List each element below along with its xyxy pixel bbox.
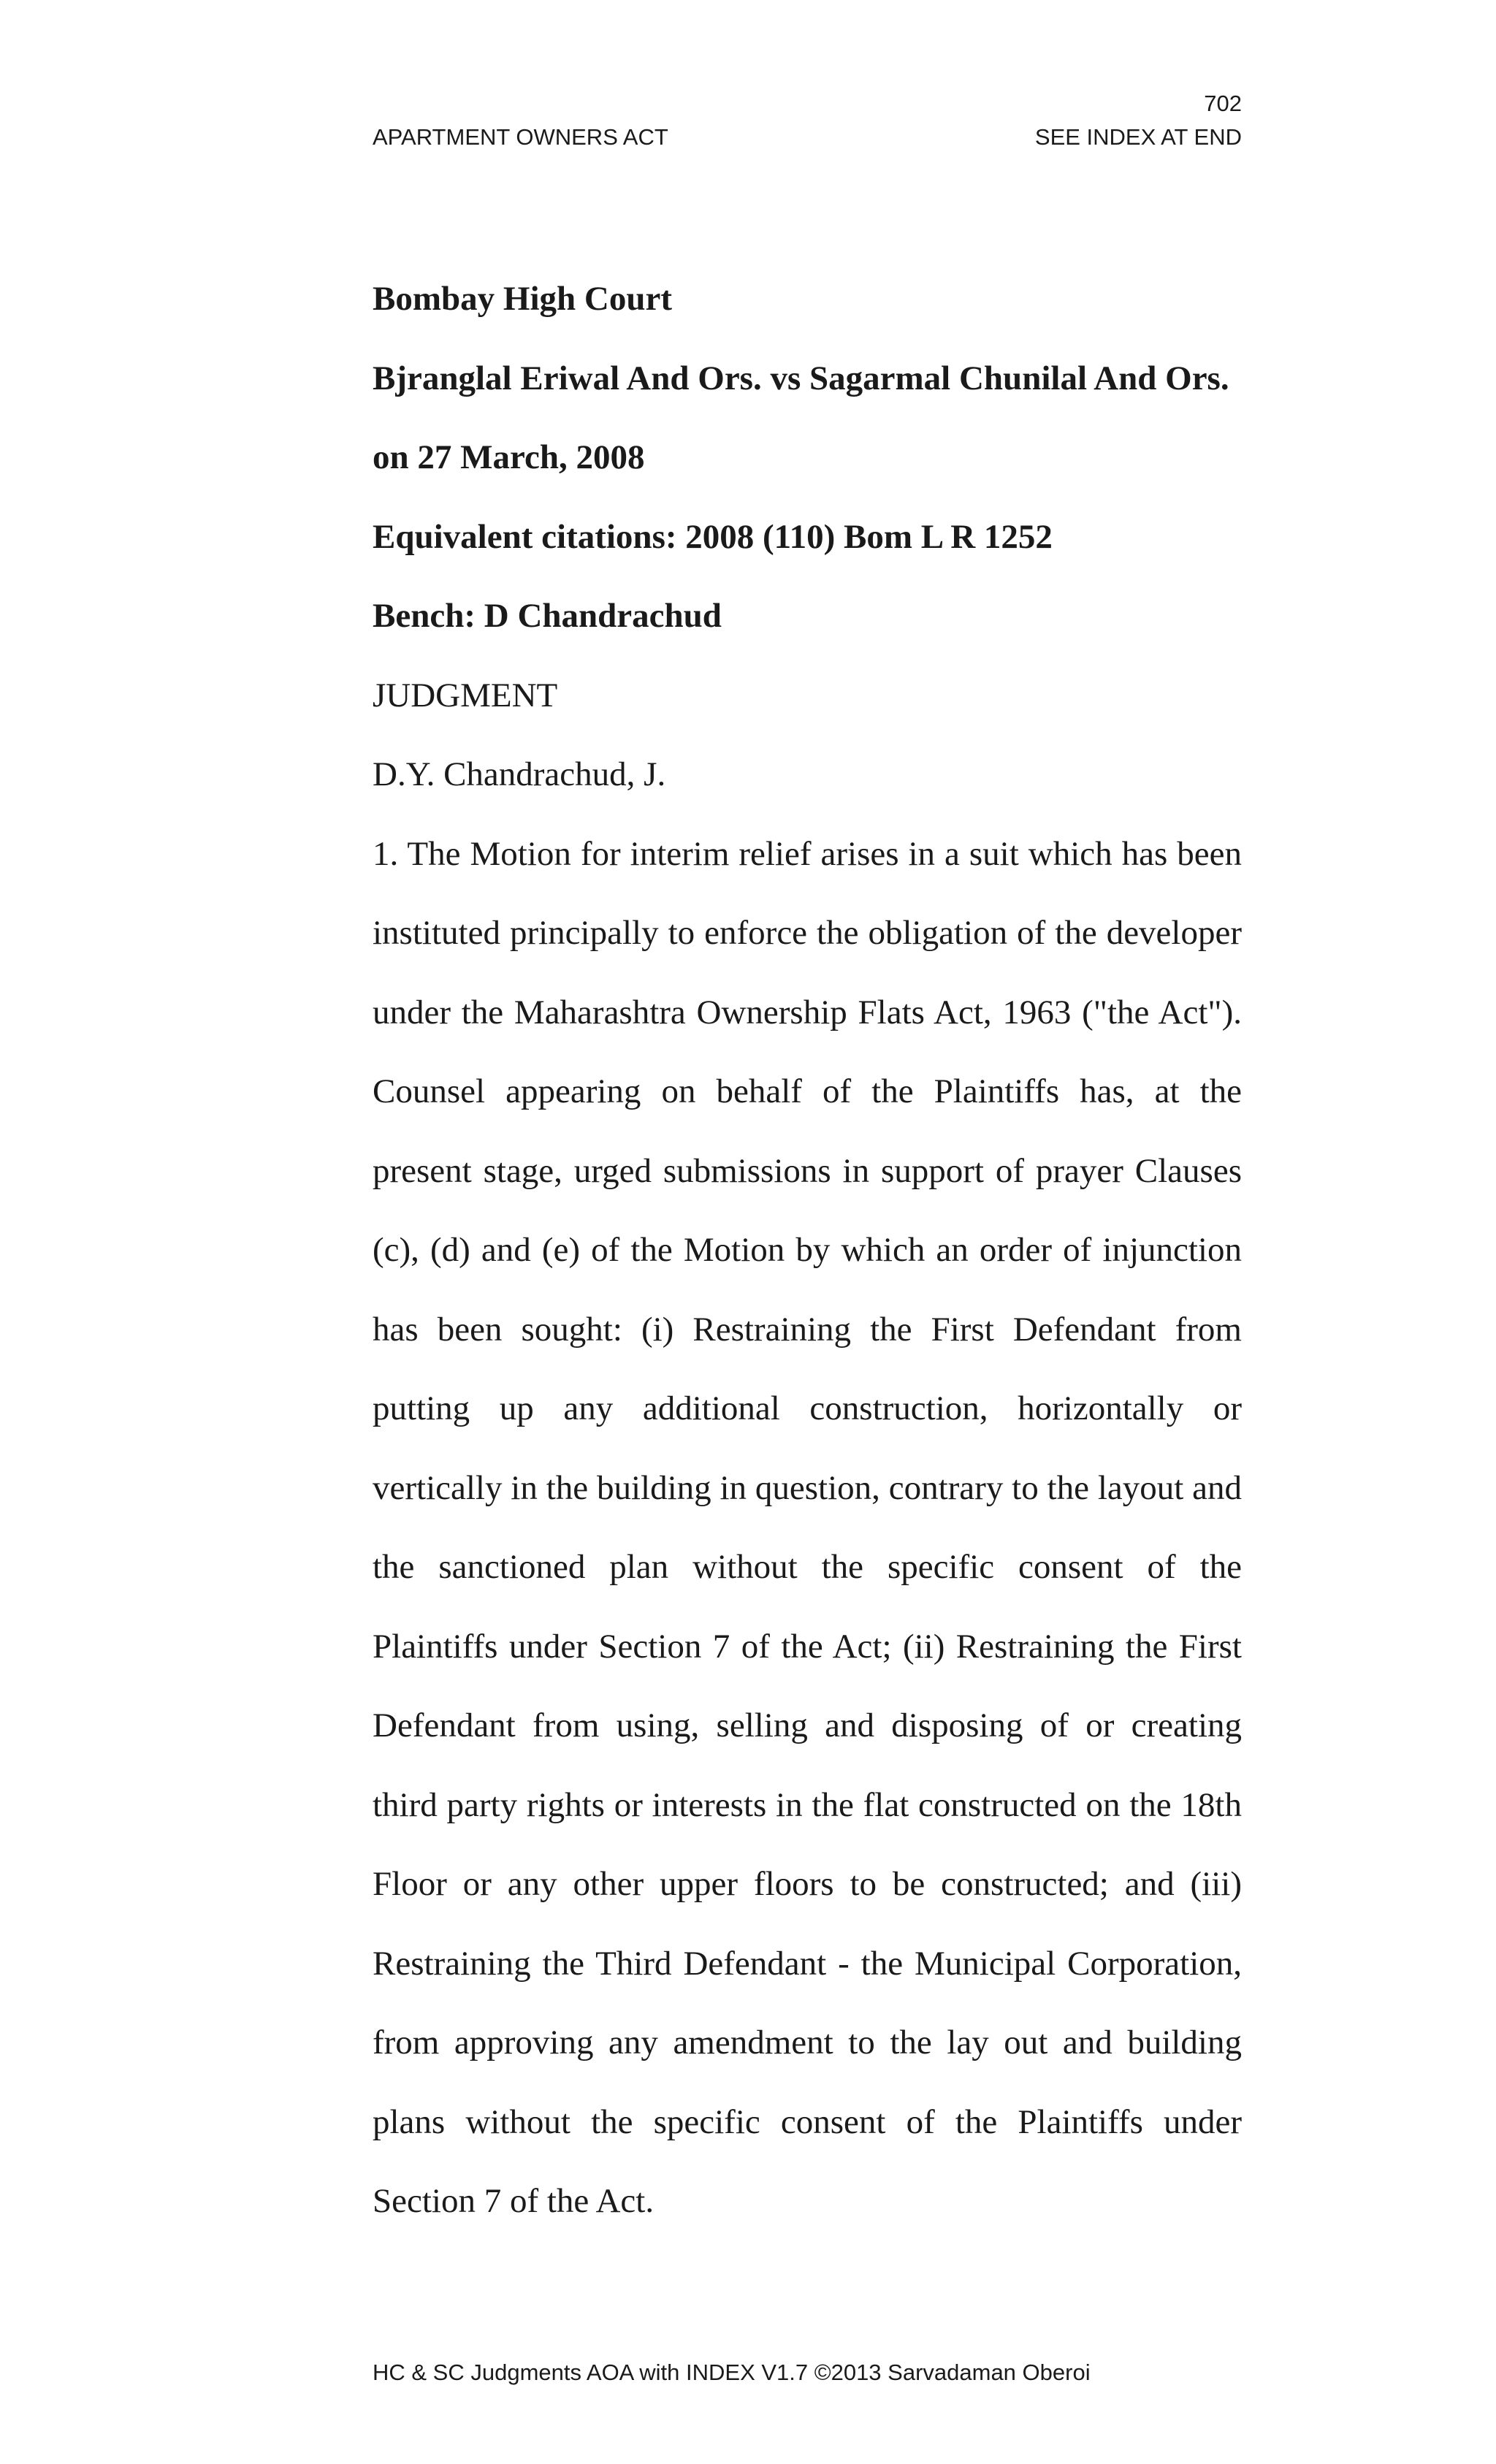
page-number: 702 <box>1204 91 1242 116</box>
footer: HC & SC Judgments AOA with INDEX V1.7 ©2013 Sarvadaman Oberoi <box>373 2360 1091 2385</box>
header-index-note: SEE INDEX AT END <box>1034 124 1242 150</box>
bench: Bench: D Chandrachud <box>373 597 722 635</box>
document-body <box>373 259 1242 2241</box>
running-header <box>373 123 1242 152</box>
header-title: APARTMENT OWNERS ACT <box>373 124 668 150</box>
judgment-date: on 27 March, 2008 <box>373 438 645 476</box>
judge-name: D.Y. Chandrachud, J. <box>373 755 666 793</box>
judgment-heading: JUDGMENT <box>373 676 558 714</box>
case-title: Bjranglal Eriwal And Ors. vs Sagarmal Chunilal And Ors. <box>373 359 1229 397</box>
equivalent-citations: Equivalent citations: 2008 (110) Bom L R 1252 <box>373 517 1053 556</box>
court-name: Bombay High Court <box>373 280 672 318</box>
paragraph-1: 1. The Motion for interim relief arises in a suit which has been instituted principally to enforce the obligation of the developer under the Maharashtra Ownership Flats Act, 1963 ("the Act"). Counsel appearing on behalf of the Plaintiffs has, at the present stage, urged submissions in support of prayer Clauses (c), (d) and (e) of the Motion by which an order of injunction has been sought: (i) Restraining the First Defendant from putting up any additional construction, horizontally or vertically in the building in question, contrary to the layout and the sanctioned plan without the specific consent of the Plaintiffs under Section 7 of the Act; (ii) Restraining the First Defendant from using, selling and disposing of or creating third party rights or interests in the flat constructed on the 18th Floor or any other upper floors to be constructed; and (iii) Restraining the Third Defendant - the Municipal Corporation, from approving any amendment to the lay out and building plans without the specific consent of the Plaintiffs under Section 7 of the Act. <box>373 834 1242 2220</box>
